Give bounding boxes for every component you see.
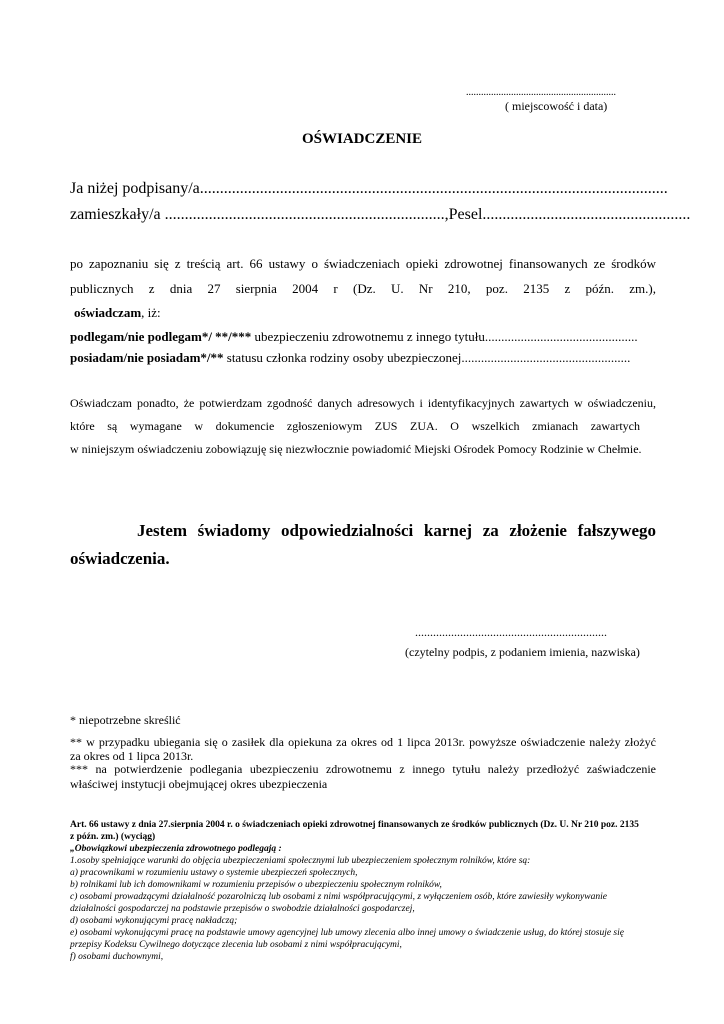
family-status-choice: posiadam/nie posiadam*/** — [70, 350, 224, 365]
insurance-line — [70, 329, 638, 345]
law-header-line-1: Art. 66 ustawy z dnia 27.sierpnia 2004 r. o świadczeniach opieki zdrowotnej finansowanych ze środków publicznych (Dz. U. Nr 210 poz. 2135 — [70, 820, 639, 830]
footnote-2-line-1: ** w przypadku ubiegania się o zasiłek dla opiekuna za okres od 1 lipca 2013r. powyższe oświadczenie należy złożyć — [70, 735, 656, 749]
consent-line-2: które są wymagane w dokumencie zgłoszeniowym ZUS ZUA. O wszelkich zmianach zawartych — [70, 419, 640, 433]
law-item: przepisy Kodeksu Cywilnego dotyczące zlecenia lub osobami z nimi współpracującymi, — [70, 940, 402, 950]
document-title: OŚWIADCZENIE — [301, 131, 423, 147]
date-place-label: ( miejscowość i data) — [505, 99, 608, 113]
law-item: 1.osoby spełniające warunki do objęcia ubezpieczeniami społecznymi lub ubezpieczeniem społecznym rolników, które są: — [70, 856, 531, 866]
law-item: działalności gospodarczej na podstawie przepisów o swobodzie działalności gospodarczej, — [70, 904, 415, 914]
law-header-line-3: „Obowiązkowi ubezpieczenia zdrowotnego podlegają : — [70, 844, 282, 854]
footnote-1: * niepotrzebne skreślić — [70, 713, 181, 727]
pesel-field: Pesel.................................................... — [448, 206, 691, 223]
insurance-choice: podlegam/nie podlegam*/ **/*** — [70, 329, 252, 344]
signature-label: (czytelny podpis, z podaniem imienia, nazwiska) — [405, 645, 640, 659]
law-item: f) osobami duchownymi, — [70, 952, 164, 962]
consent-line-3: w niniejszym oświadczeniu zobowiązuję się niezwłocznie powiadomić Miejski Ośrodek Pomocy Rodzinie w Chełmie. — [70, 442, 642, 456]
declare-word: oświadczam — [74, 305, 142, 320]
signature-dotted-line: ................................................................ — [415, 625, 607, 639]
law-item: a) pracownikami w rozumieniu ustawy o systemie ubezpieczeń społecznych, — [70, 868, 358, 878]
footnote-3-line-2: właściwej instytucji obejmującej okres ubezpieczenia — [70, 777, 328, 791]
awareness-line-1: Jestem świadomy odpowiedzialności karnej za złożenie fałszywego — [137, 521, 656, 540]
insurance-rest: ubezpieczeniu zdrowotnemu z innego tytułu............................................... — [251, 329, 638, 344]
law-item: b) rolnikami lub ich domownikami w rozumieniu przepisów o ubezpieczeniu społecznym rolników, — [70, 880, 442, 890]
consent-line-1: Oświadczam ponadto, że potwierdzam zgodność danych adresowych i identyfikacyjnych zawartych w oświadczeniu, — [70, 396, 656, 410]
law-item: c) osobami prowadzącymi działalność pozarolniczą lub osobami z nimi współpracującymi, z wyłączeniem osób, które zawiesiły wykonywanie — [70, 892, 607, 902]
address-field: zamieszkały/a ......................................................................, — [70, 206, 449, 223]
date-dotted-line: ............................................................ — [466, 87, 616, 98]
law-item: d) osobami wykonującymi pracę nakładczą; — [70, 916, 238, 926]
statement-line-2: publicznych z dnia 27 sierpnia 2004 r (Dz. U. Nr 210, poz. 2135 z późn. zm.), — [70, 281, 656, 296]
law-header-line-2: z późn. zm.) (wyciąg) — [70, 832, 156, 842]
name-field-line: Ja niżej podpisany/a..................................................................................................................... — [70, 180, 668, 197]
law-item: e) osobami wykonującymi pracę na podstawie umowy agencyjnej lub umowy zlecenia albo innej umowy o świadczenie usług, do której stosuje się — [70, 928, 624, 938]
family-status-line — [70, 350, 630, 366]
declare-rest: , iż: — [141, 305, 161, 320]
footnote-3-line-1: *** na potwierdzenie podlegania ubezpieczeniu zdrowotnemu z innego tytułu należy przedłożyć zaświadczenie — [70, 762, 656, 776]
statement-line-1: po zapoznaniu się z treścią art. 66 ustawy o świadczeniach opieki zdrowotnej finansowanych ze środków — [70, 256, 656, 271]
family-status-rest: statusu członka rodziny osoby ubezpieczonej.................................................... — [223, 350, 631, 365]
address-pesel-line — [70, 206, 691, 224]
footnote-2-line-2: za okres od 1 lipca 2013r. — [70, 749, 194, 763]
statement-line-3 — [74, 305, 161, 321]
awareness-line-2: oświadczenia. — [70, 549, 170, 568]
